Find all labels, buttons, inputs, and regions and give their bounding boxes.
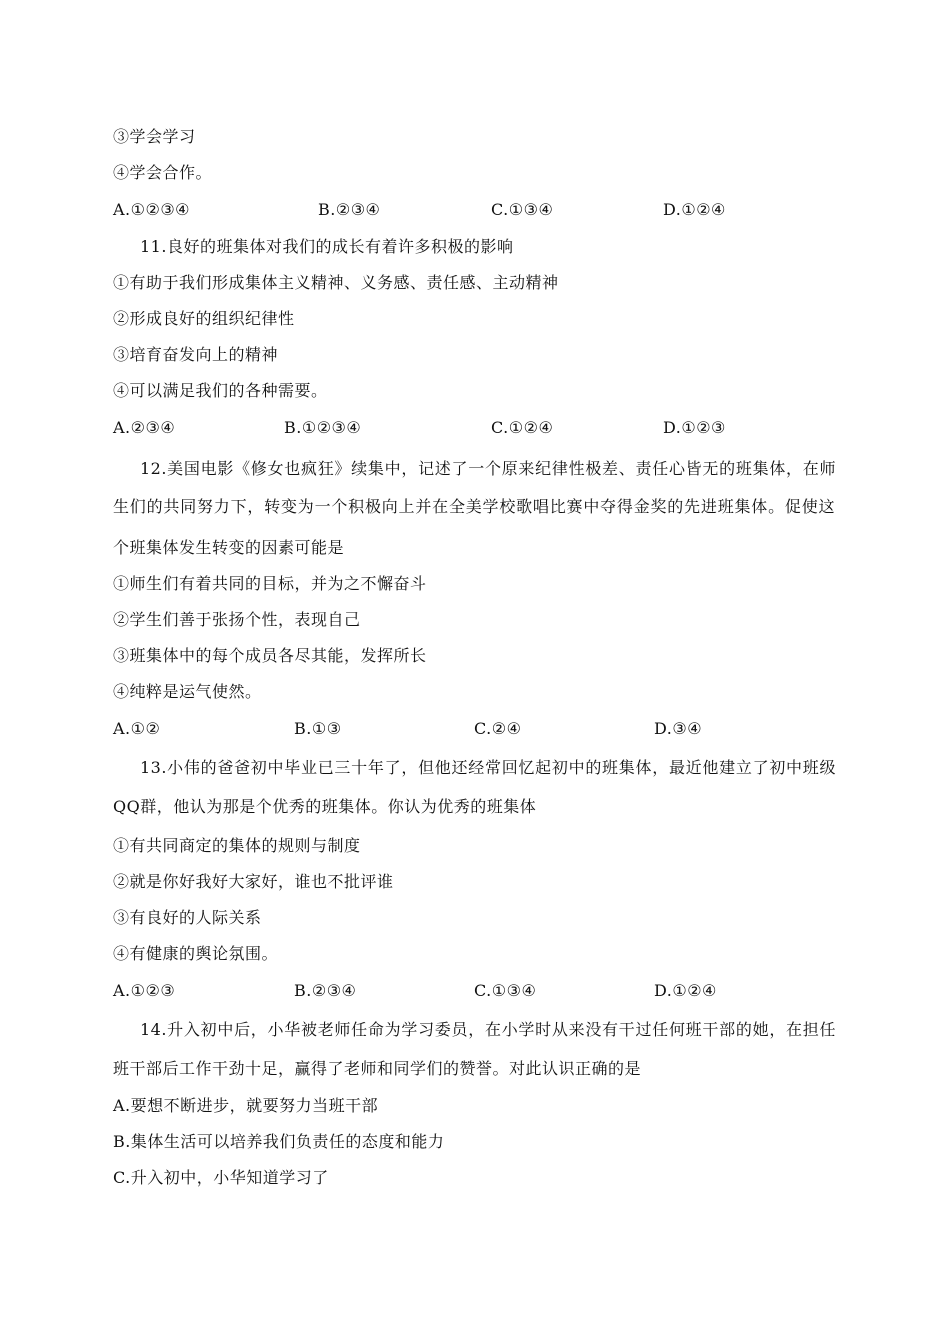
q13-stem-line-1: 13.小伟的爸爸初中毕业已三十年了，但他还经常回忆起初中的班集体，最近他建立了初中班级 bbox=[140, 758, 836, 777]
q11-option-d: D.①②③ bbox=[663, 418, 726, 437]
q11-item-1: ①有助于我们形成集体主义精神、义务感、责任感、主动精神 bbox=[113, 273, 559, 292]
q13-item-3: ③有良好的人际关系 bbox=[113, 908, 262, 927]
q12-stem-line-2: 生们的共同努力下，转变为一个积极向上并在全美学校歌唱比赛中夺得金奖的先进班集体。促使这 bbox=[113, 497, 835, 516]
q11-option-a: A.②③④ bbox=[113, 418, 176, 437]
q13-options bbox=[0, 981, 950, 1001]
q12-options bbox=[0, 719, 950, 739]
q12-option-c: C.②④ bbox=[474, 719, 522, 738]
q11-stem: 11.良好的班集体对我们的成长有着许多积极的影响 bbox=[140, 237, 514, 256]
q14-stem-line-1: 14.升入初中后，小华被老师任命为学习委员，在小学时从来没有干过任何班干部的她，在担任 bbox=[140, 1020, 836, 1039]
q10-options bbox=[0, 200, 950, 220]
q10-option-a: A.①②③④ bbox=[113, 200, 191, 219]
q13-item-4: ④有健康的舆论氛围。 bbox=[113, 944, 279, 963]
q12-item-4: ④纯粹是运气使然。 bbox=[113, 682, 262, 701]
q11-item-3: ③培育奋发向上的精神 bbox=[113, 345, 279, 364]
q13-item-2: ②就是你好我好大家好，谁也不批评谁 bbox=[113, 872, 394, 891]
q10-option-b: B.②③④ bbox=[318, 200, 381, 219]
q12-stem-line-1: 12.美国电影《修女也疯狂》续集中，记述了一个原来纪律性极差、责任心皆无的班集体，在师 bbox=[140, 459, 836, 478]
q12-option-b: B.①③ bbox=[294, 719, 342, 738]
q10-item-3: ③学会学习 bbox=[113, 127, 196, 146]
q10-option-d: D.①②④ bbox=[663, 200, 726, 219]
q12-option-a: A.①② bbox=[113, 719, 161, 738]
q10-item-4: ④学会合作。 bbox=[113, 163, 213, 182]
q10-option-c: C.①③④ bbox=[491, 200, 554, 219]
q13-option-b: B.②③④ bbox=[294, 981, 357, 1000]
q11-options bbox=[0, 418, 950, 438]
q12-item-2: ②学生们善于张扬个性，表现自己 bbox=[113, 610, 361, 629]
q13-option-a: A.①②③ bbox=[113, 981, 176, 1000]
q14-option-a: A.要想不断进步，就要努力当班干部 bbox=[113, 1096, 379, 1115]
q14-stem-line-2: 班干部后工作干劲十足，赢得了老师和同学们的赞誉。对此认识正确的是 bbox=[113, 1059, 642, 1078]
q13-option-d: D.①②④ bbox=[654, 981, 717, 1000]
q12-stem-line-3: 个班集体发生转变的因素可能是 bbox=[113, 538, 345, 557]
q14-option-c: C.升入初中，小华知道学习了 bbox=[113, 1168, 329, 1187]
q13-item-1: ①有共同商定的集体的规则与制度 bbox=[113, 836, 361, 855]
q11-option-c: C.①②④ bbox=[491, 418, 554, 437]
q11-item-2: ②形成良好的组织纪律性 bbox=[113, 309, 295, 328]
q11-item-4: ④可以满足我们的各种需要。 bbox=[113, 381, 328, 400]
q13-stem-line-2: QQ群，他认为那是个优秀的班集体。你认为优秀的班集体 bbox=[113, 797, 537, 816]
q12-item-3: ③班集体中的每个成员各尽其能，发挥所长 bbox=[113, 646, 427, 665]
q12-item-1: ①师生们有着共同的目标，并为之不懈奋斗 bbox=[113, 574, 427, 593]
q11-option-b: B.①②③④ bbox=[284, 418, 362, 437]
q14-option-b: B.集体生活可以培养我们负责任的态度和能力 bbox=[113, 1132, 445, 1151]
q12-option-d: D.③④ bbox=[654, 719, 703, 738]
q13-option-c: C.①③④ bbox=[474, 981, 537, 1000]
